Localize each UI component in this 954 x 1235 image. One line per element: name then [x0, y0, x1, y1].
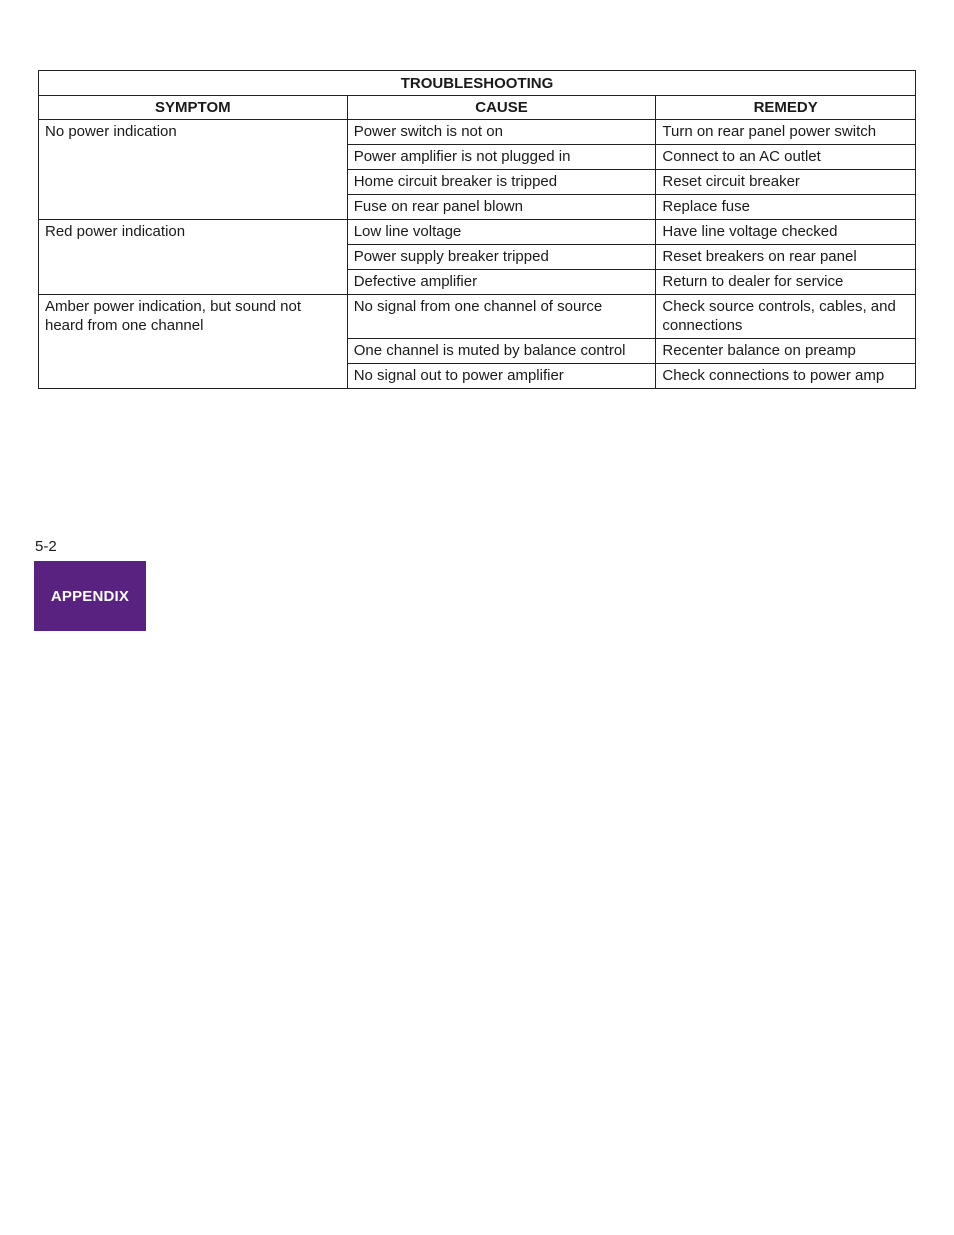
remedy-cell: Reset breakers on rear panel [656, 245, 916, 270]
cause-cell: Power switch is not on [347, 120, 656, 145]
remedy-cell: Check source controls, cables, and connections [656, 295, 916, 339]
cause-cell: Home circuit breaker is tripped [347, 170, 656, 195]
remedy-cell: Recenter balance on preamp [656, 339, 916, 364]
table-row [39, 220, 916, 245]
cause-cell: Power supply breaker tripped [347, 245, 656, 270]
remedy-cell: Replace fuse [656, 195, 916, 220]
table-row [39, 295, 916, 339]
table-title-row [39, 71, 916, 96]
cause-cell: Defective amplifier [347, 270, 656, 295]
header-cause: CAUSE [347, 96, 656, 120]
remedy-cell: Connect to an AC outlet [656, 145, 916, 170]
symptom-cell: Amber power indication, but sound not heard from one channel [39, 295, 348, 389]
table-row [39, 120, 916, 145]
symptom-cell: No power indication [39, 120, 348, 220]
remedy-cell: Reset circuit breaker [656, 170, 916, 195]
remedy-cell: Turn on rear panel power switch [656, 120, 916, 145]
cause-cell: One channel is muted by balance control [347, 339, 656, 364]
header-remedy: REMEDY [656, 96, 916, 120]
remedy-cell: Have line voltage checked [656, 220, 916, 245]
table-header-row [39, 96, 916, 120]
cause-cell: Fuse on rear panel blown [347, 195, 656, 220]
remedy-cell: Check connections to power amp [656, 364, 916, 389]
section-tab-label: APPENDIX [50, 587, 130, 605]
section-tab-appendix [34, 561, 146, 631]
page-number: 5-2 [35, 538, 57, 555]
cause-cell: Power amplifier is not plugged in [347, 145, 656, 170]
cause-cell: Low line voltage [347, 220, 656, 245]
cause-cell: No signal from one channel of source [347, 295, 656, 339]
header-symptom: SYMPTOM [39, 96, 348, 120]
remedy-cell: Return to dealer for service [656, 270, 916, 295]
table-title: TROUBLESHOOTING [39, 71, 916, 96]
cause-cell: No signal out to power amplifier [347, 364, 656, 389]
symptom-cell: Red power indication [39, 220, 348, 295]
troubleshooting-table [38, 70, 916, 389]
